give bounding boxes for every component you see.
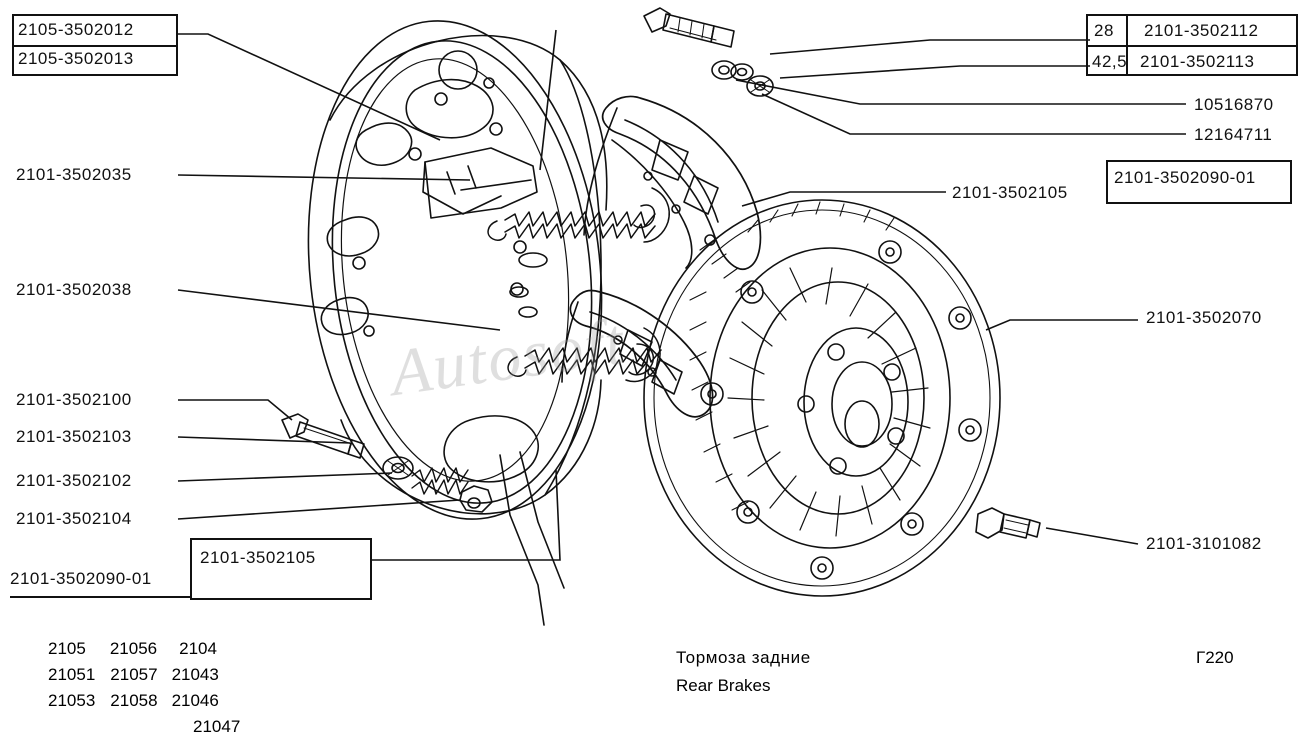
label-2101-3502113: 2101-3502113 <box>1140 52 1255 71</box>
label-torque-28: 28 <box>1094 21 1114 40</box>
sheet-code: Г220 <box>1196 648 1234 667</box>
label-2101-3502112: 2101-3502112 <box>1144 21 1259 40</box>
models-cell: 21046 <box>171 691 219 710</box>
label-2105-3502013: 2105-3502013 <box>18 49 134 68</box>
label-2101-3502090-01-left: 2101-3502090-01 <box>10 569 152 588</box>
label-2101-3502105-left: 2101-3502105 <box>200 548 316 567</box>
label-2101-3502105-right: 2101-3502105 <box>952 183 1068 202</box>
models-cell: 2104 <box>179 639 217 658</box>
label-2101-3502104: 2101-3502104 <box>16 509 132 528</box>
models-table <box>48 636 240 740</box>
label-12164711: 12164711 <box>1194 125 1273 144</box>
label-2101-3502102: 2101-3502102 <box>16 471 132 490</box>
models-cell: 2105 <box>48 639 86 658</box>
box-right-top-divider <box>1086 45 1298 47</box>
models-cell: 21053 <box>48 691 96 710</box>
models-cell: 21058 <box>110 691 158 710</box>
watermark: Autosoft <box>385 304 630 411</box>
models-cell: 21047 <box>193 717 241 736</box>
caption-english: Rear Brakes <box>676 676 771 695</box>
models-cell: 21051 <box>48 665 96 684</box>
label-2101-3502038: 2101-3502038 <box>16 280 132 299</box>
label-torque-42-5: 42,5 <box>1092 52 1128 71</box>
label-2101-3502035: 2101-3502035 <box>16 165 132 184</box>
label-2101-3502100: 2101-3502100 <box>16 390 132 409</box>
label-2101-3502090-01-right: 2101-3502090-01 <box>1114 168 1256 187</box>
models-cell: 21057 <box>110 665 158 684</box>
caption-russian: Тормоза задние <box>676 648 811 667</box>
label-10516870: 10516870 <box>1194 95 1274 114</box>
models-cell: 21056 <box>109 639 158 658</box>
label-2101-3502070: 2101-3502070 <box>1146 308 1262 327</box>
label-2101-3502103: 2101-3502103 <box>16 427 132 446</box>
models-cell: 21043 <box>171 665 219 684</box>
underline-left-group <box>10 596 190 598</box>
box-left-top-divider <box>12 45 178 47</box>
label-2105-3502012: 2105-3502012 <box>18 20 134 39</box>
label-2101-3101082: 2101-3101082 <box>1146 534 1262 553</box>
